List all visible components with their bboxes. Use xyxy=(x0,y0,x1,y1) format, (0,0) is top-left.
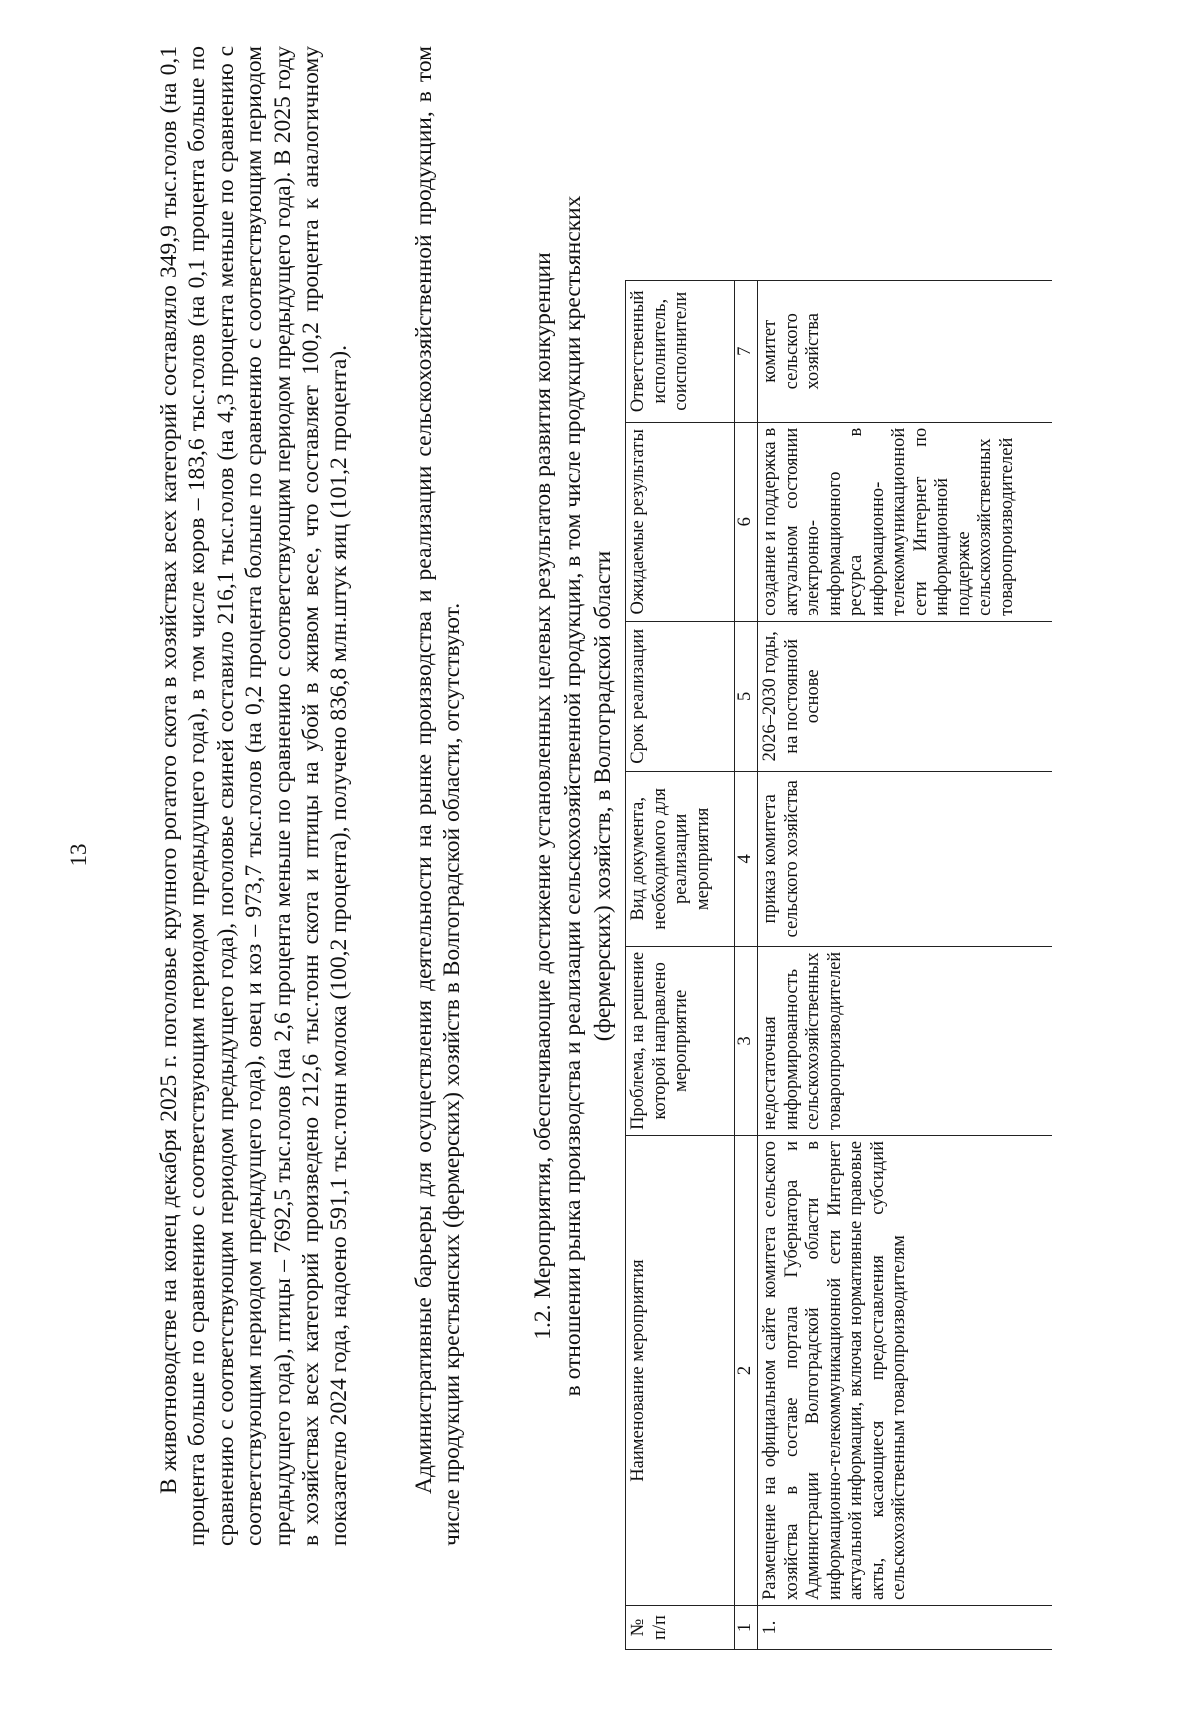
column-number: 3 xyxy=(735,946,758,1135)
header-measure-name: Наименование мероприятия xyxy=(626,1136,735,1606)
column-number: 7 xyxy=(735,280,758,422)
column-number: 4 xyxy=(735,771,758,946)
header-number: № п/п xyxy=(626,1606,735,1650)
column-number: 5 xyxy=(735,621,758,771)
row-term: 2026–2030 годы, на постоянной основе xyxy=(758,621,1053,771)
column-number: 1 xyxy=(735,1606,758,1650)
section-title-line: в отношении рынка производства и реализации сельскохозяйственной продукции, в том числе продукции крестьянских xyxy=(560,195,586,1397)
header-problem: Проблема, на решение которой направлено мероприятие xyxy=(626,946,735,1135)
row-problem: недостаточная информированность сельскохозяйственных товаропроизводителей xyxy=(758,946,1053,1135)
paragraph-barriers xyxy=(410,46,467,1546)
paragraph-barriers-text: Административные барьеры для осуществления деятельности на рынке производства и реализации сельскохозяйственной продукции, в том числе продукции крестьянских (фермерских) хозяйств в Волгоградской области, отсутствуют. xyxy=(411,46,466,1546)
section-title-line: (фермерских) хозяйств, в Волгоградской области xyxy=(590,550,616,1042)
row-responsible: комитет сельского хозяйства xyxy=(758,280,1053,422)
table-row xyxy=(758,280,1053,1649)
section-title xyxy=(528,46,618,1546)
section-title-line: 1.2. Мероприятия, обеспечивающие достижение установленных целевых результатов развития конкуренции xyxy=(530,252,556,1340)
paragraph-livestock-text: В животноводстве на конец декабря 2025 г. поголовье крупного рогатого скота в хозяйствах всех категорий составляло 349,9 тыс.голов (на 0,1 процента больше по сравнению с соответствующим периодом предыдущего года), в том числе коров – 183,6 тыс.голов (на 0,1 процента больше по сравнению с соответствующим периодом предыдущего года), поголовье свиней составило 216,1 тыс.голов (на 4,3 процента меньше по сравнению с соответствующим периодом предыдущего года), овец и коз – 973,7 тыс.голов (на 0,2 процента больше по сравнению с соответствующим периодом предыдущего года), птицы – 7692,5 тыс.голов (на 2,6 процента меньше по сравнению с соответствующим периодом предыдущего года). В 2025 году в хозяйствах всех категорий произведено 212,6 тыс.тонн скота и птицы на убой в живом весе, что составляет 100,2 процента к аналогичному показателю 2024 года, надоено 591,1 тыс.тонн молока (100,2 процента), получено 836,8 млн.штук яиц (101,2 процента). xyxy=(156,46,353,1546)
header-responsible: Ответственный исполнитель, соисполнители xyxy=(626,280,735,422)
row-number: 1. xyxy=(758,1606,1053,1650)
paragraph-livestock xyxy=(155,46,354,1546)
row-expected-results: создание и поддержка в актуальном состоянии электронно-информационного ресурса в информационно-телекоммуникационной сети Интернет по информационной поддержке сельскохозяйственных товаропроизводителей xyxy=(758,422,1053,621)
column-number: 2 xyxy=(735,1136,758,1606)
measures-table xyxy=(625,280,1052,1650)
row-document-type: приказ комитета сельского хозяйства xyxy=(758,771,1053,946)
header-expected-results: Ожидаемые результаты xyxy=(626,422,735,621)
header-document-type: Вид документа, необходимого для реализации мероприятия xyxy=(626,771,735,946)
row-measure-name: Размещение на официальном сайте комитета сельского хозяйства в составе портала Губернатора и Администрации Волгоградской области в информационно-телекоммуникационной сети Интернет актуальной информации, включая нормативные правовые акты, касающиеся предоставления субсидий сельскохозяйственным товаропроизводителям xyxy=(758,1136,1053,1606)
header-term: Срок реализации xyxy=(626,621,735,771)
page-number: 13 xyxy=(66,843,91,867)
column-number: 6 xyxy=(735,422,758,621)
